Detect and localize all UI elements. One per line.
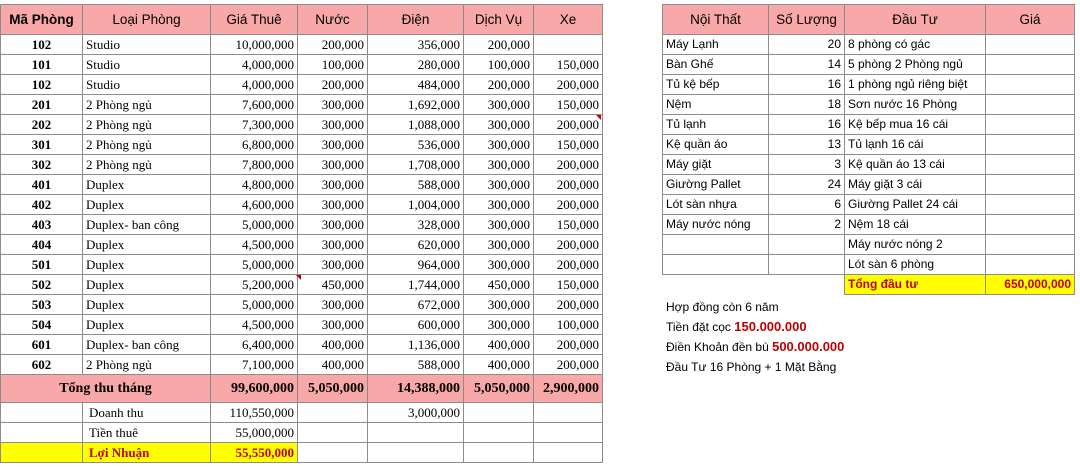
table-cell[interactable]: 300,000 [298, 95, 368, 115]
table-cell[interactable]: 200,000 [534, 115, 603, 135]
table-cell[interactable]: 2 Phòng ngủ [83, 355, 211, 375]
table-cell[interactable]: Duplex [83, 275, 211, 295]
investment-total-value: 650,000,000 [986, 275, 1075, 295]
table-cell[interactable]: 302 [1, 155, 83, 175]
table-cell[interactable]: 2 [769, 215, 845, 235]
table-cell[interactable]: Studio [83, 75, 211, 95]
table-cell[interactable]: 503 [1, 295, 83, 315]
table-cell[interactable]: 300,000 [464, 195, 534, 215]
table-row [663, 175, 1075, 195]
table-cell[interactable]: 300,000 [464, 235, 534, 255]
table-cell[interactable] [986, 35, 1075, 55]
comment-marker [596, 115, 601, 120]
table-row [1, 275, 603, 295]
table-cell[interactable]: 400,000 [464, 355, 534, 375]
blank-cell [464, 443, 534, 463]
table-cell[interactable]: 100,000 [298, 55, 368, 75]
table-cell[interactable]: 1 phòng ngủ riêng biệt [845, 75, 986, 95]
table-cell[interactable]: 300,000 [464, 315, 534, 335]
table-row [1, 195, 603, 215]
revenue-row-extra: 3,000,000 [368, 403, 464, 423]
table-cell[interactable]: 200,000 [464, 35, 534, 55]
table-cell[interactable]: 7,100,000 [211, 355, 298, 375]
table-cell[interactable]: 150,000 [534, 95, 603, 115]
table-cell[interactable] [986, 75, 1075, 95]
table-cell[interactable] [986, 95, 1075, 115]
table-row [663, 195, 1075, 215]
table-cell[interactable]: Nệm 18 cái [845, 215, 986, 235]
profit-row [1, 443, 603, 463]
table-cell[interactable]: 400,000 [298, 335, 368, 355]
blank-cell [464, 423, 534, 443]
table-row [1, 95, 603, 115]
table-cell[interactable]: Máy giặt 3 cái [845, 175, 986, 195]
table-cell[interactable]: Giường Pallet 24 cái [845, 195, 986, 215]
table-cell[interactable]: 620,000 [368, 235, 464, 255]
table-row [1, 115, 603, 135]
table-cell[interactable]: 200,000 [298, 75, 368, 95]
table-cell[interactable]: 4,800,000 [211, 175, 298, 195]
table-cell[interactable]: 200,000 [534, 335, 603, 355]
table-cell[interactable]: 403 [1, 215, 83, 235]
table-cell[interactable]: 1,692,000 [368, 95, 464, 115]
table-row [663, 95, 1075, 115]
table-cell[interactable]: Studio [83, 55, 211, 75]
table-cell[interactable]: 300,000 [464, 95, 534, 115]
table-cell[interactable]: Lót sàn nhựa [663, 195, 769, 215]
blank-cell [534, 423, 603, 443]
table-cell[interactable]: 300,000 [298, 315, 368, 335]
table-cell[interactable]: Máy nước nóng [663, 215, 769, 235]
table-cell[interactable]: 1,744,000 [368, 275, 464, 295]
table-cell[interactable]: Sơn nước 16 Phòng [845, 95, 986, 115]
table-cell[interactable]: Máy giặt [663, 155, 769, 175]
rent-table [0, 4, 603, 463]
table-cell[interactable]: Duplex [83, 195, 211, 215]
table-row [1, 55, 603, 75]
blank-cell [464, 403, 534, 423]
table-row [1, 315, 603, 335]
table-cell[interactable]: 1,708,000 [368, 155, 464, 175]
table-cell[interactable]: Kệ quần áo 13 cái [845, 155, 986, 175]
investment-note: Đầu Tư 16 Phòng + 1 Mặt Bằng [666, 360, 837, 374]
table-cell[interactable]: 5,000,000 [211, 255, 298, 275]
total-value: 99,600,000 [211, 375, 298, 403]
table-cell[interactable]: 200,000 [534, 75, 603, 95]
deposit-label: Tiền đặt cọc [666, 320, 731, 334]
table-cell[interactable] [986, 255, 1075, 275]
table-cell[interactable]: 102 [1, 35, 83, 55]
table-row [1, 215, 603, 235]
rent-row-extra [368, 423, 464, 443]
total-value: 5,050,000 [298, 375, 368, 403]
revenue-row [1, 403, 603, 423]
table-cell[interactable]: 300,000 [464, 155, 534, 175]
table-cell[interactable]: 1,088,000 [368, 115, 464, 135]
column-header: Nước [298, 5, 368, 35]
table-cell[interactable]: Kệ quần áo [663, 135, 769, 155]
table-cell[interactable]: Tủ lạnh [663, 115, 769, 135]
table-cell[interactable]: 300,000 [298, 295, 368, 315]
table-cell[interactable]: 672,000 [368, 295, 464, 315]
total-value: 2,900,000 [534, 375, 603, 403]
table-row [663, 135, 1075, 155]
table-row [1, 255, 603, 275]
table-cell[interactable]: 24 [769, 175, 845, 195]
table-cell[interactable]: 2 Phòng ngủ [83, 95, 211, 115]
table-row [1, 235, 603, 255]
table-cell[interactable]: 18 [769, 95, 845, 115]
table-cell[interactable]: 13 [769, 135, 845, 155]
table-cell[interactable]: 501 [1, 255, 83, 275]
table-cell[interactable] [986, 235, 1075, 255]
table-cell[interactable]: Nệm [663, 95, 769, 115]
table-cell[interactable]: Tủ kệ bếp [663, 75, 769, 95]
table-cell[interactable]: 200,000 [534, 175, 603, 195]
table-cell[interactable]: 300,000 [298, 235, 368, 255]
table-cell[interactable]: 200,000 [534, 155, 603, 175]
table-cell[interactable] [986, 155, 1075, 175]
table-cell[interactable]: Máy nước nóng 2 [845, 235, 986, 255]
table-cell[interactable]: 7,600,000 [211, 95, 298, 115]
column-header: Giá Thuê [211, 5, 298, 35]
table-cell[interactable] [663, 235, 769, 255]
table-cell[interactable]: 200,000 [464, 75, 534, 95]
table-cell[interactable] [986, 115, 1075, 135]
table-row [663, 75, 1075, 95]
table-cell[interactable]: 7,300,000 [211, 115, 298, 135]
blank-cell [769, 275, 845, 295]
table-cell[interactable]: 504 [1, 315, 83, 335]
table-cell[interactable] [986, 135, 1075, 155]
table-cell[interactable]: 200,000 [534, 295, 603, 315]
total-label: Tổng thu tháng [1, 375, 211, 403]
table-cell[interactable]: 1,136,000 [368, 335, 464, 355]
table-row [1, 175, 603, 195]
column-header: Số Lượng [769, 5, 845, 35]
table-cell[interactable]: 7,800,000 [211, 155, 298, 175]
table-cell[interactable]: 2 Phòng ngủ [83, 155, 211, 175]
blank-cell [298, 443, 368, 463]
table-cell[interactable]: 150,000 [534, 275, 603, 295]
deposit-note [666, 317, 844, 337]
table-cell[interactable]: 602 [1, 355, 83, 375]
table-cell[interactable] [986, 175, 1075, 195]
column-header: Giá [986, 5, 1075, 35]
profit-row-value: 55,550,000 [211, 443, 298, 463]
table-cell[interactable]: 150,000 [534, 55, 603, 75]
rent-row-value: 55,000,000 [211, 423, 298, 443]
table-cell[interactable]: 100,000 [534, 315, 603, 335]
header-row [1, 5, 603, 35]
investment-total-row [663, 275, 1075, 295]
table-row [663, 255, 1075, 275]
table-cell[interactable]: 300,000 [464, 295, 534, 315]
table-cell[interactable]: 150,000 [534, 135, 603, 155]
table-cell[interactable]: 588,000 [368, 355, 464, 375]
column-header: Dịch Vụ [464, 5, 534, 35]
table-cell[interactable]: 300,000 [298, 155, 368, 175]
furniture-table [662, 4, 1075, 295]
table-cell[interactable]: 588,000 [368, 175, 464, 195]
profit-row-label: Lợi Nhuận [83, 443, 211, 463]
table-cell[interactable]: 401 [1, 175, 83, 195]
column-header: Điện [368, 5, 464, 35]
table-cell[interactable]: 484,000 [368, 75, 464, 95]
header-row [663, 5, 1075, 35]
column-header: Đầu Tư [845, 5, 986, 35]
table-cell[interactable]: 300,000 [464, 215, 534, 235]
deposit-value: 150.000.000 [734, 319, 807, 334]
table-cell[interactable]: 404 [1, 235, 83, 255]
table-cell[interactable]: 101 [1, 55, 83, 75]
table-cell[interactable]: 102 [1, 75, 83, 95]
total-row [1, 375, 603, 403]
table-cell[interactable]: 200,000 [534, 255, 603, 275]
table-cell[interactable]: 16 [769, 75, 845, 95]
table-cell[interactable] [769, 255, 845, 275]
table-cell[interactable]: 6,800,000 [211, 135, 298, 155]
table-row [1, 335, 603, 355]
table-cell[interactable]: 4,500,000 [211, 315, 298, 335]
table-cell[interactable] [986, 195, 1075, 215]
table-cell[interactable]: 200,000 [534, 355, 603, 375]
table-cell[interactable] [986, 55, 1075, 75]
table-cell[interactable]: Duplex- ban công [83, 335, 211, 355]
table-cell[interactable]: Giường Pallet [663, 175, 769, 195]
table-cell[interactable]: 200,000 [534, 195, 603, 215]
table-cell[interactable]: 601 [1, 335, 83, 355]
table-row [663, 235, 1075, 255]
table-cell[interactable]: 5,200,000 [211, 275, 298, 295]
table-cell[interactable] [663, 255, 769, 275]
table-cell[interactable]: 6 [769, 195, 845, 215]
column-header: Loại Phòng [83, 5, 211, 35]
table-row [1, 75, 603, 95]
table-cell[interactable]: 100,000 [464, 55, 534, 75]
table-cell[interactable] [534, 35, 603, 55]
column-header: Mã Phòng [1, 5, 83, 35]
table-cell[interactable]: 328,000 [368, 215, 464, 235]
table-cell[interactable]: 2 Phòng ngủ [83, 135, 211, 155]
table-cell[interactable]: 300,000 [298, 215, 368, 235]
rent-row [1, 423, 603, 443]
table-cell[interactable]: 4,000,000 [211, 75, 298, 95]
rent-row-label: Tiền thuê [83, 423, 211, 443]
table-cell[interactable]: 300,000 [464, 255, 534, 275]
table-cell[interactable]: 4,500,000 [211, 235, 298, 255]
table-cell[interactable]: 200,000 [534, 235, 603, 255]
blank-cell [663, 275, 769, 295]
table-cell[interactable]: 150,000 [534, 215, 603, 235]
total-value: 5,050,000 [464, 375, 534, 403]
table-cell[interactable]: 202 [1, 115, 83, 135]
comment-marker [296, 275, 301, 280]
table-cell[interactable]: Duplex- ban công [83, 215, 211, 235]
table-row [1, 355, 603, 375]
table-cell[interactable]: 4,000,000 [211, 55, 298, 75]
blank-cell [1, 403, 83, 423]
column-header: Xe [534, 5, 603, 35]
table-cell[interactable]: 300,000 [464, 135, 534, 155]
table-cell[interactable]: 5,000,000 [211, 215, 298, 235]
table-row [663, 215, 1075, 235]
table-cell[interactable]: 5 phòng 2 Phòng ngủ [845, 55, 986, 75]
blank-cell [1, 423, 83, 443]
contract-note: Hợp đồng còn 6 năm [666, 300, 779, 314]
table-cell[interactable]: 8 phòng có gác [845, 35, 986, 55]
table-cell[interactable]: 200,000 [298, 35, 368, 55]
blank-cell [534, 443, 603, 463]
table-cell[interactable]: 3 [769, 155, 845, 175]
table-row [1, 135, 603, 155]
compensation-note [666, 337, 844, 357]
table-cell[interactable]: 502 [1, 275, 83, 295]
revenue-row-value: 110,550,000 [211, 403, 298, 423]
total-value: 14,388,000 [368, 375, 464, 403]
table-row [663, 55, 1075, 75]
table-cell[interactable]: Duplex [83, 255, 211, 275]
table-cell[interactable]: 300,000 [298, 175, 368, 195]
blank-cell [534, 403, 603, 423]
table-cell[interactable]: 300,000 [464, 115, 534, 135]
table-cell[interactable]: 1,004,000 [368, 195, 464, 215]
table-cell[interactable]: 964,000 [368, 255, 464, 275]
table-row [663, 115, 1075, 135]
table-cell[interactable] [769, 235, 845, 255]
table-cell[interactable]: 450,000 [298, 275, 368, 295]
table-row [1, 155, 603, 175]
revenue-row-label: Doanh thu [83, 403, 211, 423]
table-cell[interactable]: 5,000,000 [211, 295, 298, 315]
notes [666, 297, 844, 377]
table-cell[interactable]: Duplex [83, 295, 211, 315]
profit-row-extra [368, 443, 464, 463]
compensation-value: 500.000.000 [772, 339, 845, 354]
table-cell[interactable]: 20 [769, 35, 845, 55]
table-cell[interactable]: 10,000,000 [211, 35, 298, 55]
table-cell[interactable]: Kệ bếp mua 16 cái [845, 115, 986, 135]
table-cell[interactable]: Studio [83, 35, 211, 55]
table-cell[interactable]: 400,000 [464, 335, 534, 355]
table-cell[interactable]: Bàn Ghế [663, 55, 769, 75]
table-row [663, 155, 1075, 175]
table-cell[interactable]: 300,000 [298, 255, 368, 275]
table-cell[interactable]: 300,000 [298, 115, 368, 135]
table-row [1, 35, 603, 55]
blank-cell [298, 403, 368, 423]
table-cell[interactable]: 450,000 [464, 275, 534, 295]
table-cell[interactable]: Duplex [83, 175, 211, 195]
compensation-label: Điền Khoản đền bù [666, 340, 769, 354]
blank-cell [298, 423, 368, 443]
table-cell[interactable]: Duplex [83, 235, 211, 255]
table-cell[interactable] [986, 215, 1075, 235]
column-header: Nội Thất [663, 5, 769, 35]
table-cell[interactable]: 600,000 [368, 315, 464, 335]
table-row [663, 35, 1075, 55]
table-cell[interactable]: 300,000 [298, 135, 368, 155]
table-cell[interactable]: 402 [1, 195, 83, 215]
table-cell[interactable]: 4,600,000 [211, 195, 298, 215]
table-cell[interactable]: 14 [769, 55, 845, 75]
table-cell[interactable]: 16 [769, 115, 845, 135]
investment-total-label: Tổng đầu tư [845, 275, 986, 295]
table-cell[interactable]: Lót sàn 6 phòng [845, 255, 986, 275]
table-row [1, 295, 603, 315]
table-cell[interactable]: Máy Lạnh [663, 35, 769, 55]
table-cell[interactable]: 300,000 [298, 195, 368, 215]
table-cell[interactable]: 201 [1, 95, 83, 115]
table-cell[interactable]: 356,000 [368, 35, 464, 55]
table-cell[interactable]: Duplex [83, 315, 211, 335]
table-cell[interactable]: 280,000 [368, 55, 464, 75]
table-cell[interactable]: 301 [1, 135, 83, 155]
table-cell[interactable]: Tủ lạnh 16 cái [845, 135, 986, 155]
table-cell[interactable]: 536,000 [368, 135, 464, 155]
table-cell[interactable]: 300,000 [464, 175, 534, 195]
table-cell[interactable]: 400,000 [298, 355, 368, 375]
blank-cell [1, 443, 83, 463]
table-cell[interactable]: 6,400,000 [211, 335, 298, 355]
table-cell[interactable]: 2 Phòng ngủ [83, 115, 211, 135]
